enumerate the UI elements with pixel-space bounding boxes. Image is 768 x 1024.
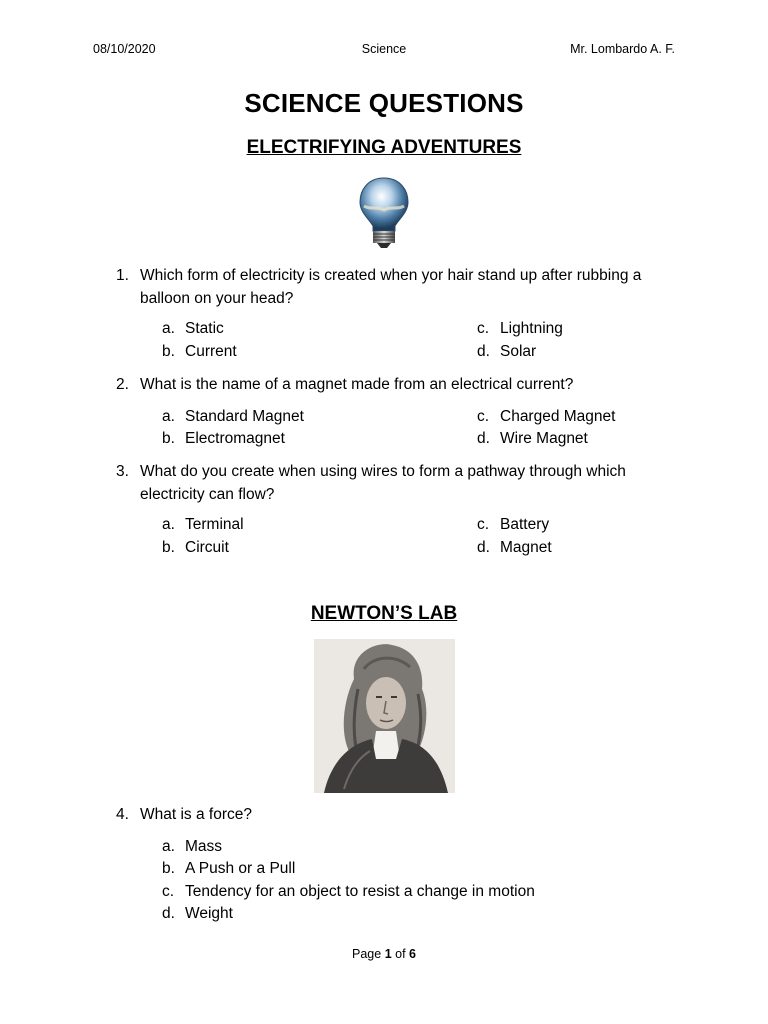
option-letter: d. (477, 430, 490, 447)
option-text: Current (185, 343, 237, 360)
option-text: A Push or a Pull (185, 860, 296, 877)
question-number: 4. (116, 806, 129, 823)
option-text: Magnet (500, 539, 552, 556)
option-text: Tendency for an object to resist a change in motion (185, 883, 535, 900)
footer-page-number: 1 (384, 947, 392, 961)
option-text: Battery (500, 516, 550, 533)
option-text: Solar (500, 343, 537, 360)
footer-of: of (395, 947, 406, 961)
newton-portrait-image (314, 639, 455, 793)
question-number: 1. (116, 267, 129, 284)
option-text: Weight (185, 905, 233, 922)
option-text: Electromagnet (185, 430, 285, 447)
option-letter: b. (162, 860, 175, 877)
question-text: What do you create when using wires to form a pathway through which electricity can flow? (140, 463, 626, 503)
option-letter: d. (477, 343, 490, 360)
option-text: Static (185, 320, 224, 337)
footer-prefix: Page (352, 947, 382, 961)
option-letter: c. (477, 516, 490, 533)
header-teacher: Mr. Lombardo A. F. (570, 42, 675, 56)
option-letter: b. (162, 539, 175, 556)
option-letter: b. (162, 430, 175, 447)
section-title-electrifying: ELECTRIFYING ADVENTURES (246, 137, 522, 158)
option-letter: c. (162, 883, 175, 900)
header-date: 08/10/2020 (93, 42, 156, 56)
option-letter: d. (162, 905, 175, 922)
option-letter: c. (477, 320, 490, 337)
option-letter: a. (162, 408, 175, 425)
option-letter: d. (477, 539, 490, 556)
footer-page-total: 6 (409, 947, 416, 961)
question-text: Which form of electricity is created when yor hair stand up after rubbing a balloon on your head? (140, 267, 642, 307)
option-letter: a. (162, 320, 175, 337)
option-letter: b. (162, 343, 175, 360)
header-subject: Science (361, 42, 407, 56)
option-text: Charged Magnet (500, 408, 616, 425)
question-text: What is a force? (140, 806, 252, 823)
option-text: Wire Magnet (500, 430, 588, 447)
page-header (93, 42, 675, 60)
option-text: Lightning (500, 320, 563, 337)
option-letter: a. (162, 838, 175, 855)
option-letter: a. (162, 516, 175, 533)
option-letter: c. (477, 408, 490, 425)
option-text: Standard Magnet (185, 408, 304, 425)
section-title-newtons-lab: NEWTON’S LAB (310, 603, 458, 624)
question-number: 3. (116, 463, 129, 480)
option-text: Circuit (185, 539, 229, 556)
question-number: 2. (116, 376, 129, 393)
option-text: Terminal (185, 516, 244, 533)
light-bulb-image (356, 176, 412, 250)
option-text: Mass (185, 838, 223, 855)
page-footer (0, 947, 768, 961)
page-title: SCIENCE QUESTIONS (244, 88, 524, 118)
question-text: What is the name of a magnet made from an electrical current? (140, 376, 574, 393)
